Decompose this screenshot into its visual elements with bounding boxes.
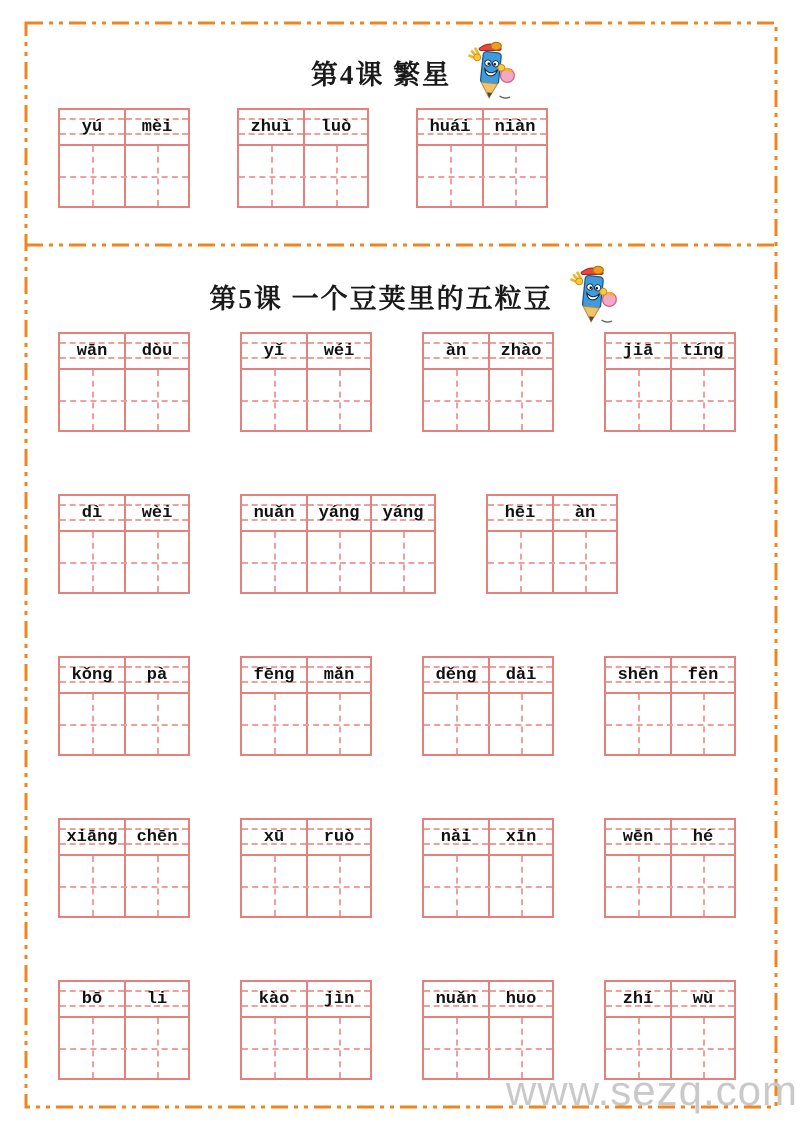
pinyin-label: kǒng [71,665,113,685]
pinyin-cell [670,982,734,1016]
pinyin-cell [424,658,488,692]
pinyin-cell [488,658,552,692]
pinyin-label: děng [435,665,477,685]
writing-cell [306,370,370,430]
word-grid-rows [58,332,770,1080]
pinyin-cell [552,496,616,530]
pinyin-header-row [606,820,734,856]
pinyin-header-row [60,820,188,856]
word-row [58,494,770,594]
pinyin-label: tíng [682,341,724,361]
writing-row [60,856,188,916]
pinyin-header-row [424,982,552,1018]
writing-cell [424,1018,488,1078]
word-grid [58,818,190,918]
pinyin-label: nuǎn [253,503,295,523]
writing-row [606,856,734,916]
word-grid [422,980,554,1080]
writing-cell [606,370,670,430]
writing-row [60,532,188,592]
writing-row [418,146,546,206]
writing-cell [424,856,488,916]
pinyin-header-row [242,982,370,1018]
section-header [58,264,770,328]
word-row [58,980,770,1080]
writing-row [60,1018,188,1078]
word-row [58,818,770,918]
writing-cell [60,856,124,916]
section-header [58,40,770,104]
pinyin-cell [606,820,670,854]
pinyin-header-row [606,658,734,694]
pinyin-label: zhuì [250,117,292,137]
pinyin-label: dì [81,503,103,523]
pinyin-cell [60,658,124,692]
pinyin-header-row [606,982,734,1018]
pinyin-cell [242,658,306,692]
word-grid [58,494,190,594]
pinyin-cell [124,334,188,368]
pinyin-label: yú [81,117,103,137]
word-grid [58,332,190,432]
pinyin-cell [370,496,434,530]
pinyin-label: wēn [622,827,654,847]
writing-cell [124,370,188,430]
pinyin-cell [606,982,670,1016]
writing-cell [303,146,367,206]
pinyin-label: hēi [504,503,536,523]
word-grid [237,108,369,208]
pinyin-label: fēng [253,665,295,685]
writing-cell [482,146,546,206]
pinyin-cell [306,658,370,692]
writing-cell [670,370,734,430]
pinyin-cell [488,820,552,854]
pinyin-cell [488,496,552,530]
pinyin-label: shēn [617,665,659,685]
pinyin-label: yáng [382,503,424,523]
pinyin-label: nuǎn [435,989,477,1009]
writing-cell [670,856,734,916]
pinyin-label: dài [505,665,537,685]
pinyin-cell [606,658,670,692]
pinyin-label: chēn [136,827,178,847]
word-grid [240,980,372,1080]
pinyin-label: luò [320,117,352,137]
word-grid [240,656,372,756]
writing-cell [124,532,188,592]
pinyin-label: xiāng [66,827,118,847]
pinyin-cell [424,982,488,1016]
pinyin-cell [242,982,306,1016]
writing-row [242,1018,370,1078]
section-title: 第5课 一个豆荚里的五粒豆 [209,283,553,314]
writing-cell [488,856,552,916]
writing-cell [488,694,552,754]
writing-cell [242,1018,306,1078]
pinyin-header-row [488,496,616,532]
pinyin-header-row [424,820,552,856]
pinyin-cell [242,820,306,854]
pinyin-cell [303,110,367,144]
writing-cell [242,370,306,430]
writing-row [242,856,370,916]
writing-row [424,370,552,430]
pinyin-cell [124,820,188,854]
word-grid [240,332,372,432]
pinyin-cell [418,110,482,144]
word-grid [58,980,190,1080]
word-grid [422,818,554,918]
writing-row [606,694,734,754]
pinyin-label: pà [146,665,168,685]
pinyin-cell [670,334,734,368]
word-grid [604,980,736,1080]
pinyin-label: li [146,989,168,1009]
pinyin-cell [424,334,488,368]
pinyin-label: àn [445,341,467,361]
pencil-mascot-icon [567,265,619,327]
word-row [58,656,770,756]
writing-row [239,146,367,206]
word-grid [604,332,736,432]
pinyin-label: dòu [141,341,173,361]
pinyin-label: nài [440,827,472,847]
word-grid [240,818,372,918]
writing-row [242,694,370,754]
pinyin-cell [239,110,303,144]
pinyin-cell [488,982,552,1016]
writing-row [60,146,188,206]
writing-row [242,532,434,592]
pinyin-label: yáng [318,503,360,523]
writing-cell [124,856,188,916]
writing-cell [670,694,734,754]
writing-cell [424,370,488,430]
pinyin-label: wù [692,989,714,1009]
pinyin-label: huo [505,989,537,1009]
pinyin-cell [124,982,188,1016]
pinyin-label: wéi [323,341,355,361]
pinyin-label: àn [574,503,596,523]
writing-cell [370,532,434,592]
word-grid [416,108,548,208]
pinyin-cell [306,820,370,854]
pinyin-cell [60,496,124,530]
pinyin-label: ruò [323,827,355,847]
writing-cell [306,856,370,916]
word-grid [58,656,190,756]
writing-cell [488,370,552,430]
pinyin-header-row [606,334,734,370]
word-grid [422,656,554,756]
word-grid [604,818,736,918]
pinyin-header-row [424,334,552,370]
pinyin-header-row [239,110,367,146]
pencil-mascot-icon [465,41,517,103]
pinyin-cell [482,110,546,144]
writing-cell [124,694,188,754]
writing-cell [60,1018,124,1078]
pinyin-cell [306,982,370,1016]
section-lesson-5 [0,250,800,1080]
writing-row [424,856,552,916]
writing-row [60,694,188,754]
writing-cell [306,1018,370,1078]
pinyin-label: xīn [505,827,537,847]
word-grid-rows [58,108,770,208]
pinyin-header-row [60,110,188,146]
pinyin-label: mǎn [323,665,355,685]
word-grid [486,494,618,594]
pinyin-header-row [60,334,188,370]
pinyin-cell [242,334,306,368]
writing-cell [124,1018,188,1078]
writing-cell [242,694,306,754]
pinyin-label: yǐ [263,341,285,361]
pinyin-cell [306,334,370,368]
word-grid [240,494,436,594]
word-row [58,332,770,432]
pinyin-label: wèi [141,503,173,523]
pinyin-label: jiā [622,341,654,361]
writing-cell [60,532,124,592]
writing-row [606,370,734,430]
pinyin-cell [124,110,188,144]
pinyin-cell [670,820,734,854]
pinyin-header-row [242,334,370,370]
pinyin-cell [424,820,488,854]
pinyin-label: bō [81,989,103,1009]
writing-cell [418,146,482,206]
pinyin-label: mèi [141,117,173,137]
pinyin-cell [306,496,370,530]
writing-cell [424,694,488,754]
word-grid [604,656,736,756]
writing-cell [124,146,188,206]
pinyin-label: xū [263,827,285,847]
writing-row [424,694,552,754]
section-lesson-4 [0,0,800,250]
writing-row [60,370,188,430]
word-grid [58,108,190,208]
writing-cell [239,146,303,206]
writing-cell [242,856,306,916]
writing-cell [60,370,124,430]
writing-cell [306,532,370,592]
pinyin-header-row [60,658,188,694]
section-title: 第4课 繁星 [310,59,452,90]
pinyin-cell [60,334,124,368]
writing-row [488,532,616,592]
pinyin-label: wān [76,341,108,361]
pinyin-header-row [60,982,188,1018]
pinyin-header-row [424,658,552,694]
writing-cell [552,532,616,592]
pinyin-cell [488,334,552,368]
pinyin-label: huái [429,117,471,137]
writing-cell [242,532,306,592]
writing-cell [606,694,670,754]
pinyin-header-row [242,496,434,532]
pinyin-label: fèn [687,665,719,685]
pinyin-cell [60,110,124,144]
word-grid [422,332,554,432]
pinyin-cell [60,820,124,854]
pinyin-header-row [418,110,546,146]
pinyin-label: jìn [323,989,355,1009]
pinyin-label: kào [258,989,290,1009]
word-row [58,108,770,208]
pinyin-cell [606,334,670,368]
pinyin-cell [124,496,188,530]
pinyin-cell [670,658,734,692]
pinyin-label: zhào [500,341,542,361]
pinyin-label: niàn [494,117,536,137]
pinyin-label: hé [692,827,714,847]
pinyin-cell [60,982,124,1016]
writing-cell [306,694,370,754]
writing-row [242,370,370,430]
writing-cell [488,532,552,592]
pinyin-label: zhí [622,989,654,1009]
pinyin-header-row [242,658,370,694]
watermark: www.sezq.com [505,1067,798,1114]
pinyin-cell [124,658,188,692]
pinyin-header-row [242,820,370,856]
writing-cell [606,856,670,916]
pinyin-header-row [60,496,188,532]
writing-cell [60,146,124,206]
writing-cell [60,694,124,754]
pinyin-cell [242,496,306,530]
